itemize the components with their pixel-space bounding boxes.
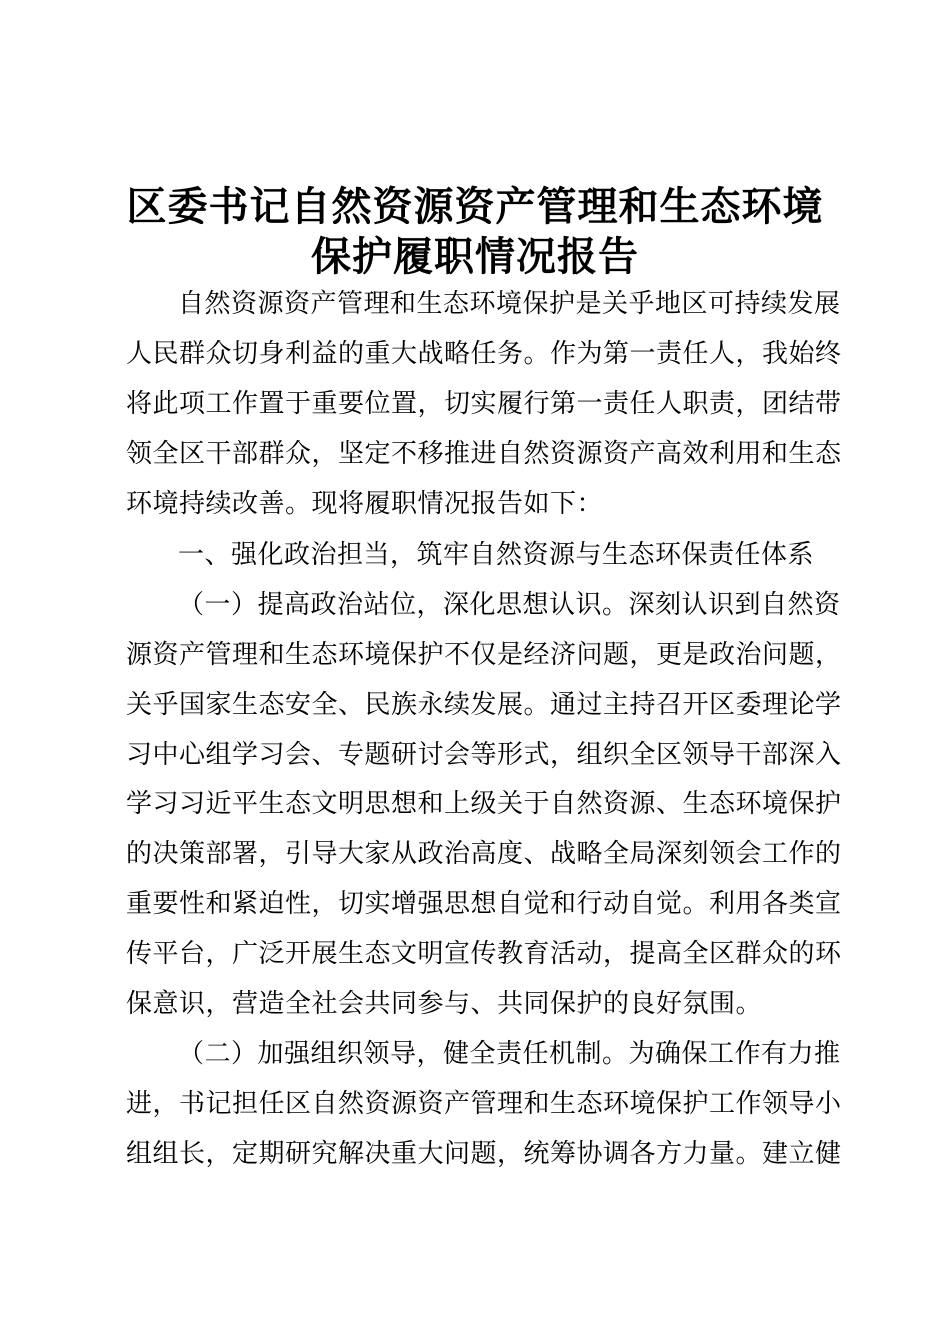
paragraph-line: （二）加强组织领导，健全责任机制。为确保工作有力推 [178, 1039, 841, 1069]
paragraph-line: 源资产管理和生态环境保护不仅是经济问题，更是政治问题， [126, 640, 842, 670]
paragraph-line: 环境持续改善。现将履职情况报告如下： [126, 489, 604, 519]
paragraph-line: 人民群众切身利益的重大战略任务。作为第一责任人，我始终 [126, 339, 842, 369]
paragraph-line: 组组长，定期研究解决重大问题，统筹协调各方力量。建立健 [126, 1139, 842, 1169]
paragraph-line: 关乎国家生态安全、民族永续发展。通过主持召开区委理论学 [126, 690, 842, 720]
paragraph-line: 进，书记担任区自然资源资产管理和生态环境保护工作领导小 [126, 1089, 842, 1119]
paragraph-line: 将此项工作置于重要位置，切实履行第一责任人职责，团结带 [126, 389, 842, 419]
document-title-line-1: 区委书记自然资源资产管理和生态环境 [126, 184, 824, 230]
paragraph-line: 领全区干部群众，坚定不移推进自然资源资产高效利用和生态 [126, 439, 842, 469]
document-title-line-2: 保护履职情况报告 [311, 234, 639, 280]
paragraph-line: 保意识，营造全社会共同参与、共同保护的良好氛围。 [126, 989, 763, 1019]
paragraph-line: 学习习近平生态文明思想和上级关于自然资源、生态环境保护 [126, 789, 842, 819]
paragraph-line: （一）提高政治站位，深化思想认识。深刻认识到自然资 [178, 590, 841, 620]
paragraph-line: 的决策部署，引导大家从政治高度、战略全局深刻领会工作的 [126, 839, 842, 869]
paragraph-line: 自然资源资产管理和生态环境保护是关乎地区可持续发展 [178, 289, 841, 319]
paragraph-line: 习中心组学习会、专题研讨会等形式，组织全区领导干部深入 [126, 740, 842, 770]
section-heading: 一、强化政治担当，筑牢自然资源与生态环保责任体系 [178, 540, 815, 570]
paragraph-line: 重要性和紧迫性，切实增强思想自觉和行动自觉。利用各类宣 [126, 889, 842, 919]
paragraph-line: 传平台，广泛开展生态文明宣传教育活动，提高全区群众的环 [126, 939, 842, 969]
